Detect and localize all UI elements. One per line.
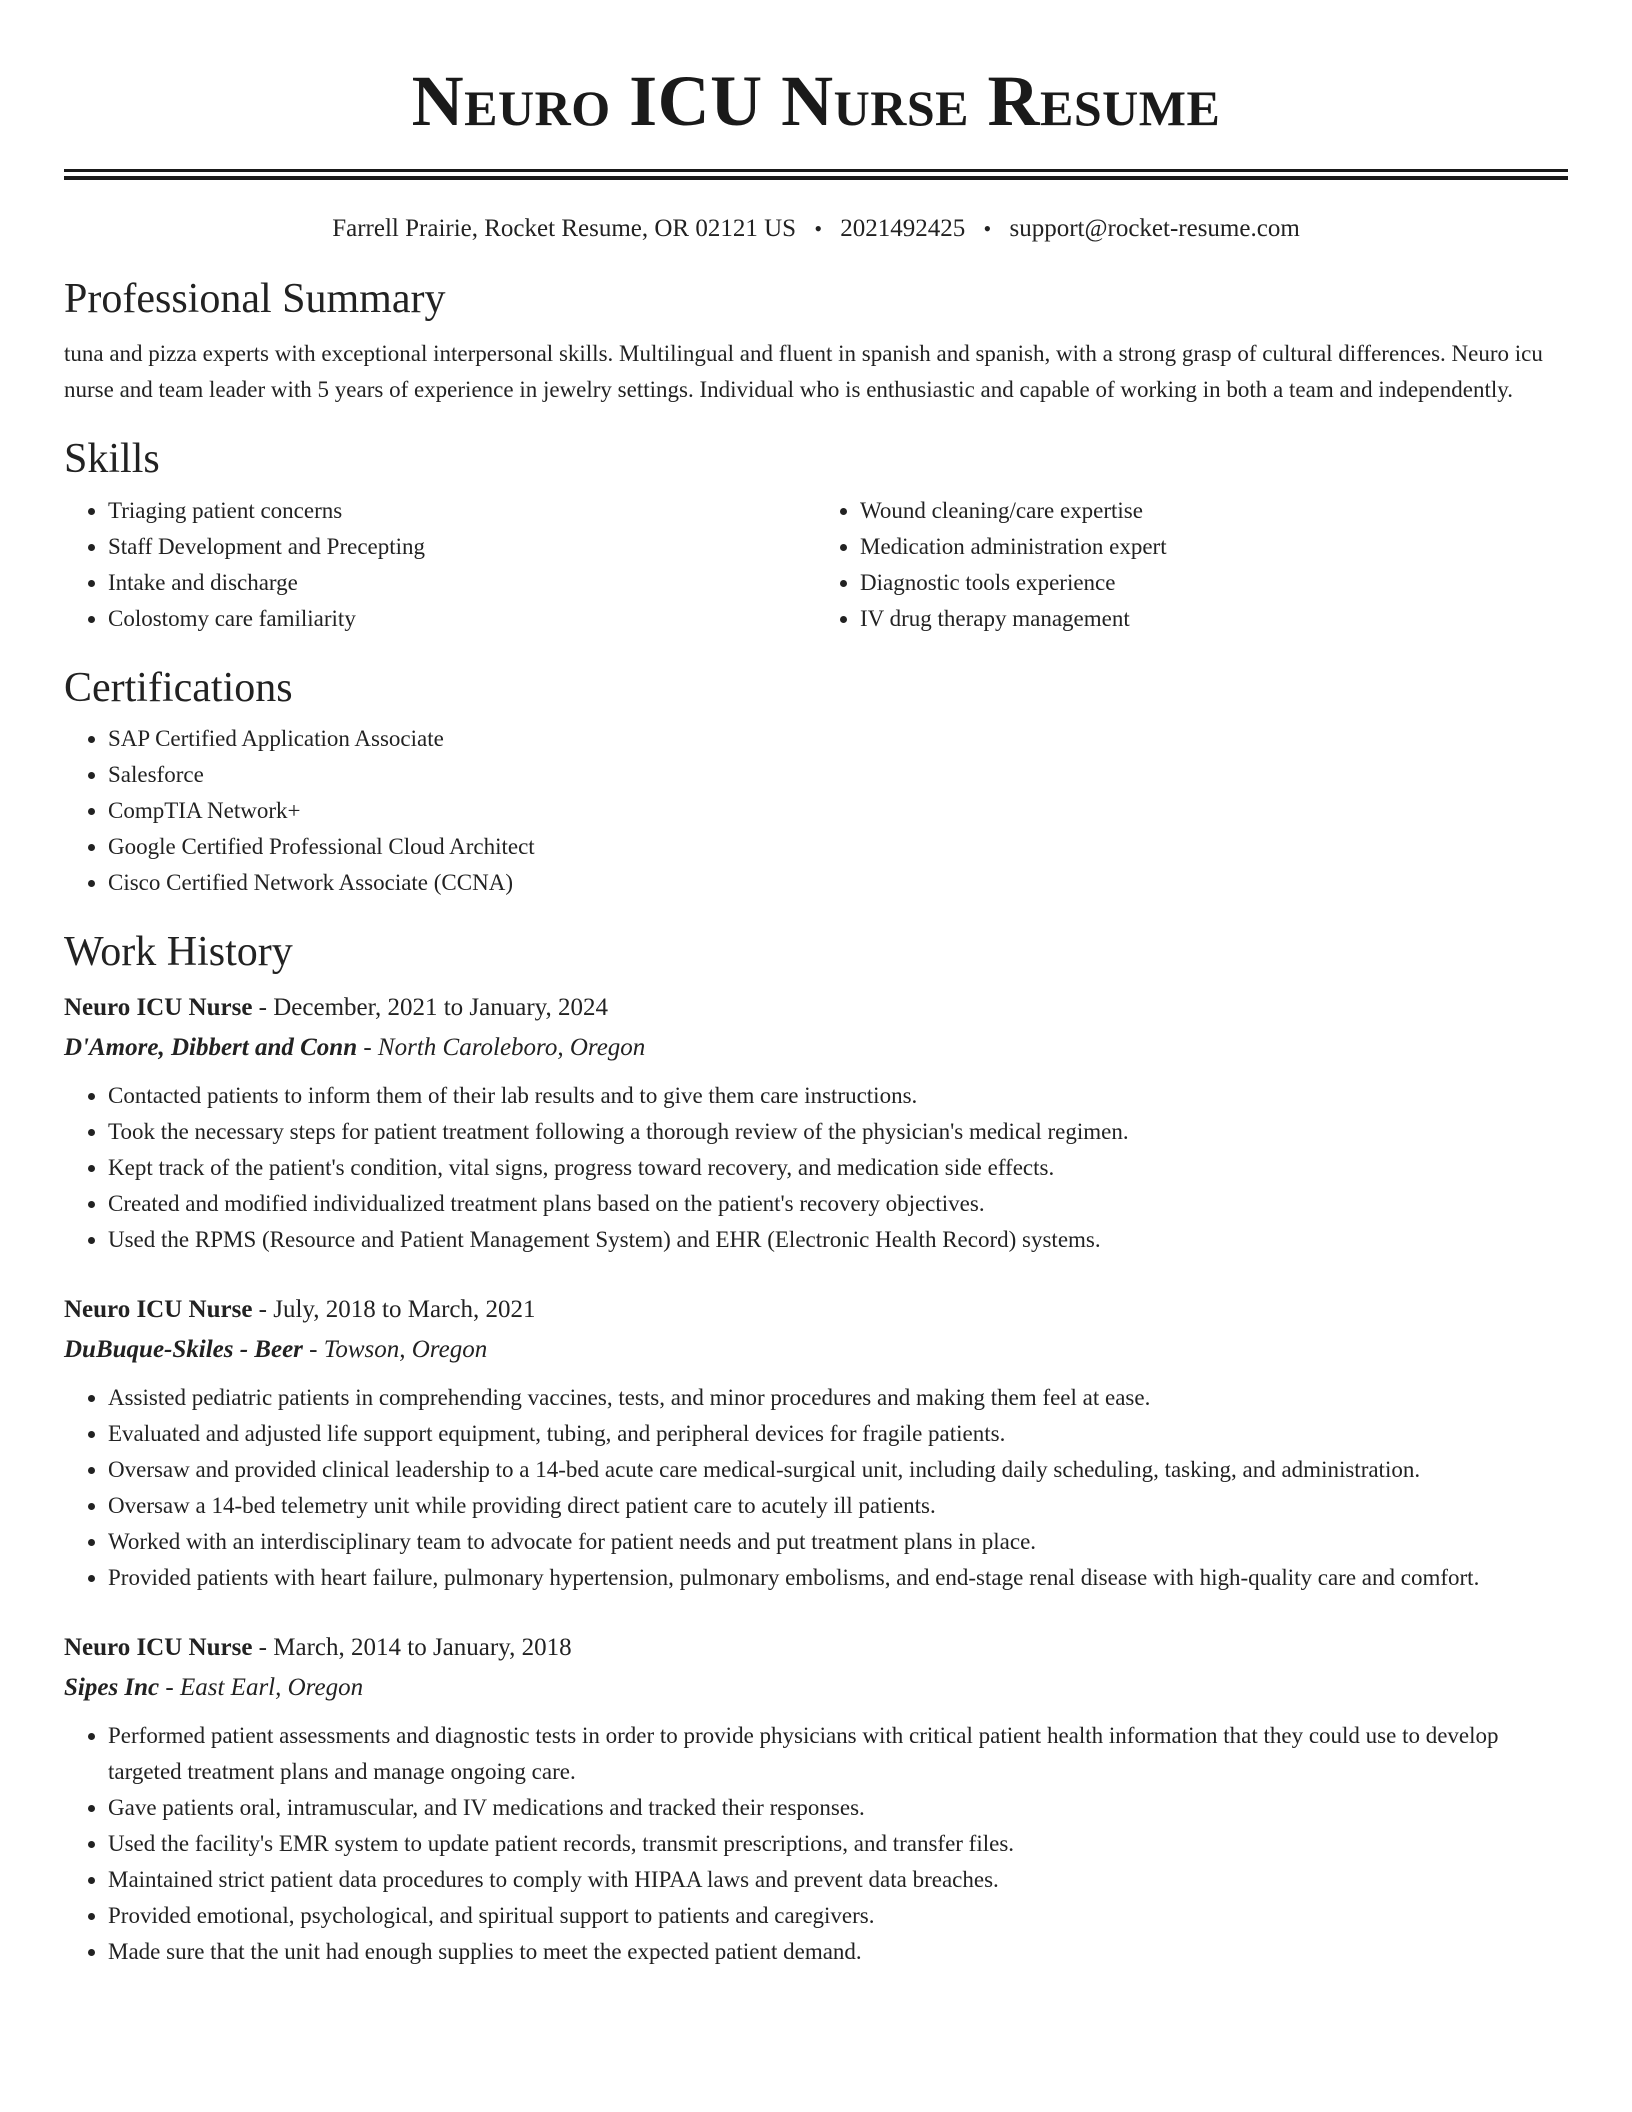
summary-text: tuna and pizza experts with exceptional interpersonal skills. Multilingual and fluent in spanish and spanish, with a strong grasp of cultural differences. Neuro icu nurse and team leader with 5 years of experience in jewelry settings. Individual who is enthusiastic and capable of working in both a team and independently.: [64, 341, 1543, 403]
work-history-section: [64, 927, 1568, 1969]
skill-item: • Triaging patient concerns: [108, 493, 816, 529]
skills-section: [64, 434, 1568, 636]
company-line: [64, 1330, 1568, 1370]
job-entry: [64, 1290, 1568, 1596]
job-bullet: • Used the RPMS (Resource and Patient Management System) and EHR (Electronic Health Record) systems.: [108, 1222, 1568, 1258]
job-title-line: [64, 988, 1568, 1028]
certification-item: • CompTIA Network+: [108, 793, 1568, 829]
job-entry: [64, 988, 1568, 1258]
resume-title: Neuro ICU Nurse Resume: [411, 61, 1221, 141]
skills-columns: [64, 493, 1568, 637]
skills-list-left: [64, 493, 816, 637]
skills-heading: Skills: [64, 436, 160, 483]
job-bullets: [64, 1718, 1568, 1970]
job-bullet: • Performed patient assessments and diagnostic tests in order to provide physicians with critical patient health information that they could use to develop targeted treatment plans and manage ongoing care.: [108, 1718, 1568, 1790]
job-title: Neuro ICU Nurse: [64, 1295, 253, 1323]
job-bullet: • Contacted patients to inform them of their lab results and to give them care instructions.: [108, 1078, 1568, 1114]
contact-phone: 2021492425: [840, 215, 966, 242]
job-bullet: • Evaluated and adjusted life support equipment, tubing, and peripheral devices for fragile patients.: [108, 1416, 1568, 1452]
contact-address: Farrell Prairie, Rocket Resume, OR 02121 US: [332, 215, 797, 242]
job-bullet: • Used the facility's EMR system to update patient records, transmit prescriptions, and transfer files.: [108, 1826, 1568, 1862]
summary-section: [64, 274, 1568, 408]
contact-separator: •: [814, 216, 823, 241]
job-dates: - March, 2014 to January, 2018: [252, 1633, 572, 1661]
certifications-list: [64, 721, 1568, 901]
job-bullet: • Oversaw a 14-bed telemetry unit while providing direct patient care to acutely ill patients.: [108, 1488, 1568, 1524]
contact-email: support@rocket-resume.com: [1009, 215, 1300, 242]
contact-line: [64, 214, 1568, 244]
job-bullet: • Worked with an interdisciplinary team to advocate for patient needs and put treatment plans in place.: [108, 1524, 1568, 1560]
skill-item: • Staff Development and Precepting: [108, 529, 816, 565]
skill-item: • Diagnostic tools experience: [860, 565, 1568, 601]
job-title-line: [64, 1290, 1568, 1330]
skill-item: • Colostomy care familiarity: [108, 601, 816, 637]
title-divider: [64, 169, 1568, 180]
job-bullet: • Provided patients with heart failure, pulmonary hypertension, pulmonary embolisms, and end-stage renal disease with high-quality care and comfort.: [108, 1560, 1568, 1596]
job-title: Neuro ICU Nurse: [64, 1633, 253, 1661]
company-location: - North Caroleboro, Oregon: [357, 1033, 646, 1061]
job-bullet: • Provided emotional, psychological, and spiritual support to patients and caregivers.: [108, 1898, 1568, 1934]
company-line: [64, 1028, 1568, 1068]
work-history-heading: Work History: [64, 929, 293, 976]
certification-item: • Google Certified Professional Cloud Architect: [108, 829, 1568, 865]
job-dates: - July, 2018 to March, 2021: [252, 1295, 536, 1323]
company-location: - Towson, Oregon: [302, 1335, 488, 1363]
job-bullets: [64, 1380, 1568, 1596]
certifications-section: [64, 663, 1568, 901]
job-bullet: • Assisted pediatric patients in comprehending vaccines, tests, and minor procedures and making them feel at ease.: [108, 1380, 1568, 1416]
certification-item: • Salesforce: [108, 757, 1568, 793]
certification-item: • SAP Certified Application Associate: [108, 721, 1568, 757]
job-title: Neuro ICU Nurse: [64, 993, 253, 1021]
skill-item: • Wound cleaning/care expertise: [860, 493, 1568, 529]
job-title-line: [64, 1628, 1568, 1668]
certifications-heading: Certifications: [64, 664, 293, 711]
company-name: Sipes Inc: [64, 1673, 160, 1701]
certification-item: • Cisco Certified Network Associate (CCNA): [108, 865, 1568, 901]
company-location: - East Earl, Oregon: [159, 1673, 364, 1701]
job-bullet: • Created and modified individualized treatment plans based on the patient's recovery objectives.: [108, 1186, 1568, 1222]
job-entry: [64, 1628, 1568, 1970]
resume-page: [64, 0, 1568, 1970]
company-name: DuBuque-Skiles - Beer: [64, 1335, 303, 1363]
job-bullet: • Made sure that the unit had enough supplies to meet the expected patient demand.: [108, 1934, 1568, 1970]
job-bullet: • Maintained strict patient data procedures to comply with HIPAA laws and prevent data breaches.: [108, 1862, 1568, 1898]
job-dates: - December, 2021 to January, 2024: [252, 993, 609, 1021]
skill-item: • Medication administration expert: [860, 529, 1568, 565]
skill-item: • IV drug therapy management: [860, 601, 1568, 637]
summary-heading: Professional Summary: [64, 276, 446, 322]
company-line: [64, 1668, 1568, 1708]
job-bullet: • Took the necessary steps for patient treatment following a thorough review of the physician's medical regimen.: [108, 1114, 1568, 1150]
job-bullet: • Gave patients oral, intramuscular, and IV medications and tracked their responses.: [108, 1790, 1568, 1826]
job-bullet: • Kept track of the patient's condition, vital signs, progress toward recovery, and medication side effects.: [108, 1150, 1568, 1186]
job-bullets: [64, 1078, 1568, 1258]
company-name: D'Amore, Dibbert and Conn: [64, 1033, 358, 1061]
job-bullet: • Oversaw and provided clinical leadership to a 14-bed acute care medical-surgical unit, including daily scheduling, tasking, and administration.: [108, 1452, 1568, 1488]
skills-list-right: [816, 493, 1568, 637]
skill-item: • Intake and discharge: [108, 565, 816, 601]
contact-separator: •: [983, 216, 992, 241]
